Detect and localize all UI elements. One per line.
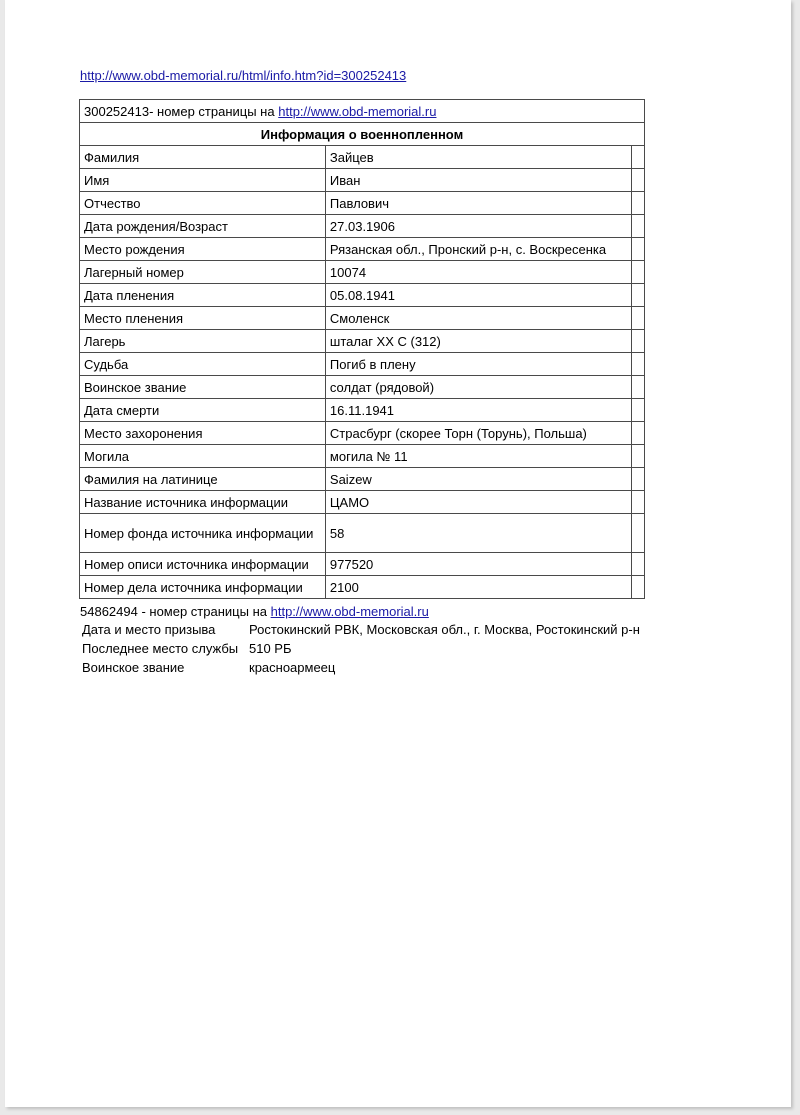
row-value: 2100: [325, 576, 631, 599]
row-value: солдат (рядовой): [325, 376, 631, 399]
table-row: [80, 169, 645, 192]
second-page-id-text: 54862494 - номер страницы на: [80, 604, 267, 619]
row-value: могила № 11: [325, 445, 631, 468]
empty-cell: [631, 307, 644, 330]
row-value: Павлович: [325, 192, 631, 215]
empty-cell: [631, 491, 644, 514]
table-row: [80, 468, 645, 491]
row-label: Место пленения: [80, 307, 326, 330]
table-row: [80, 514, 645, 553]
row-value: 05.08.1941: [325, 284, 631, 307]
list-item: [80, 639, 642, 658]
row-value: 16.11.1941: [325, 399, 631, 422]
service-info-table: [80, 620, 642, 677]
empty-cell: [631, 553, 644, 576]
row-label: Фамилия: [80, 146, 326, 169]
row-label: Отчество: [80, 192, 326, 215]
table-row: [80, 576, 645, 599]
table-row: [80, 553, 645, 576]
table-row: [80, 491, 645, 514]
empty-cell: [631, 169, 644, 192]
table-row: [80, 284, 645, 307]
table-row: [80, 422, 645, 445]
pow-info-table: [79, 99, 645, 599]
service-label: Последнее место службы: [82, 641, 239, 656]
empty-cell: [631, 399, 644, 422]
row-value: Погиб в плену: [325, 353, 631, 376]
table-row: [80, 146, 645, 169]
empty-cell: [631, 261, 644, 284]
row-label: Дата пленения: [80, 284, 326, 307]
table-heading-row: [80, 123, 645, 146]
row-value: 27.03.1906: [325, 215, 631, 238]
row-label: Воинское звание: [80, 376, 326, 399]
row-label: Лагерь: [80, 330, 326, 353]
table-heading: Информация о военнопленном: [80, 123, 645, 146]
row-value: Saizew: [325, 468, 631, 491]
row-label: Номер дела источника информации: [80, 576, 326, 599]
obd-memorial-link[interactable]: http://www.obd-memorial.ru: [278, 103, 437, 119]
row-value: Рязанская обл., Пронский р-н, с. Воскресенка: [325, 238, 631, 261]
row-label: Лагерный номер: [80, 261, 326, 284]
list-item: [80, 658, 642, 677]
empty-cell: [631, 284, 644, 307]
table-row: [80, 353, 645, 376]
row-label: Дата смерти: [80, 399, 326, 422]
page-id-cell: [80, 100, 645, 123]
row-value: Страсбург (скорее Торн (Торунь), Польша): [325, 422, 631, 445]
list-item: [80, 620, 642, 639]
document-page: [5, 0, 791, 1107]
empty-cell: [631, 422, 644, 445]
row-label: Номер фонда источника информации: [80, 514, 326, 553]
row-label: Место захоронения: [80, 422, 326, 445]
empty-cell: [631, 215, 644, 238]
table-row: [80, 445, 645, 468]
row-value: Иван: [325, 169, 631, 192]
row-value: 58: [325, 514, 631, 553]
table-row: [80, 261, 645, 284]
row-label: Судьба: [80, 353, 326, 376]
row-value: ЦАМО: [325, 491, 631, 514]
table-row: [80, 238, 645, 261]
row-label: Название источника информации: [80, 491, 326, 514]
empty-cell: [631, 146, 644, 169]
service-label: Дата и место призыва: [82, 622, 216, 637]
empty-cell: [631, 514, 644, 553]
row-label: Номер описи источника информации: [80, 553, 326, 576]
row-value: шталаг XX C (312): [325, 330, 631, 353]
second-obd-memorial-link[interactable]: http://www.obd-memorial.ru: [270, 604, 429, 619]
service-label: Воинское звание: [82, 660, 185, 675]
service-value: Ростокинский РВК, Московская обл., г. Москва, Ростокинский р-н: [249, 622, 640, 637]
empty-cell: [631, 445, 644, 468]
empty-cell: [631, 353, 644, 376]
row-label: Могила: [80, 445, 326, 468]
table-row: [80, 192, 645, 215]
service-value: красноармеец: [249, 660, 336, 675]
top-url-link[interactable]: http://www.obd-memorial.ru/html/info.htm?id=300252413: [80, 68, 407, 83]
row-value: 10074: [325, 261, 631, 284]
page-id-text: 300252413- номер страницы на: [84, 103, 275, 119]
row-value: Смоленск: [325, 307, 631, 330]
empty-cell: [631, 238, 644, 261]
table-row: [80, 215, 645, 238]
table-row: [80, 330, 645, 353]
empty-cell: [631, 576, 644, 599]
row-label: Фамилия на латинице: [80, 468, 326, 491]
table-title-row: [80, 100, 645, 123]
empty-cell: [631, 330, 644, 353]
empty-cell: [631, 468, 644, 491]
row-value: 977520: [325, 553, 631, 576]
row-label: Имя: [80, 169, 326, 192]
row-label: Дата рождения/Возраст: [80, 215, 326, 238]
table-row: [80, 399, 645, 422]
empty-cell: [631, 192, 644, 215]
table-row: [80, 307, 645, 330]
table-row: [80, 376, 645, 399]
row-label: Место рождения: [80, 238, 326, 261]
service-value: 510 РБ: [249, 641, 292, 656]
row-value: Зайцев: [325, 146, 631, 169]
empty-cell: [631, 376, 644, 399]
